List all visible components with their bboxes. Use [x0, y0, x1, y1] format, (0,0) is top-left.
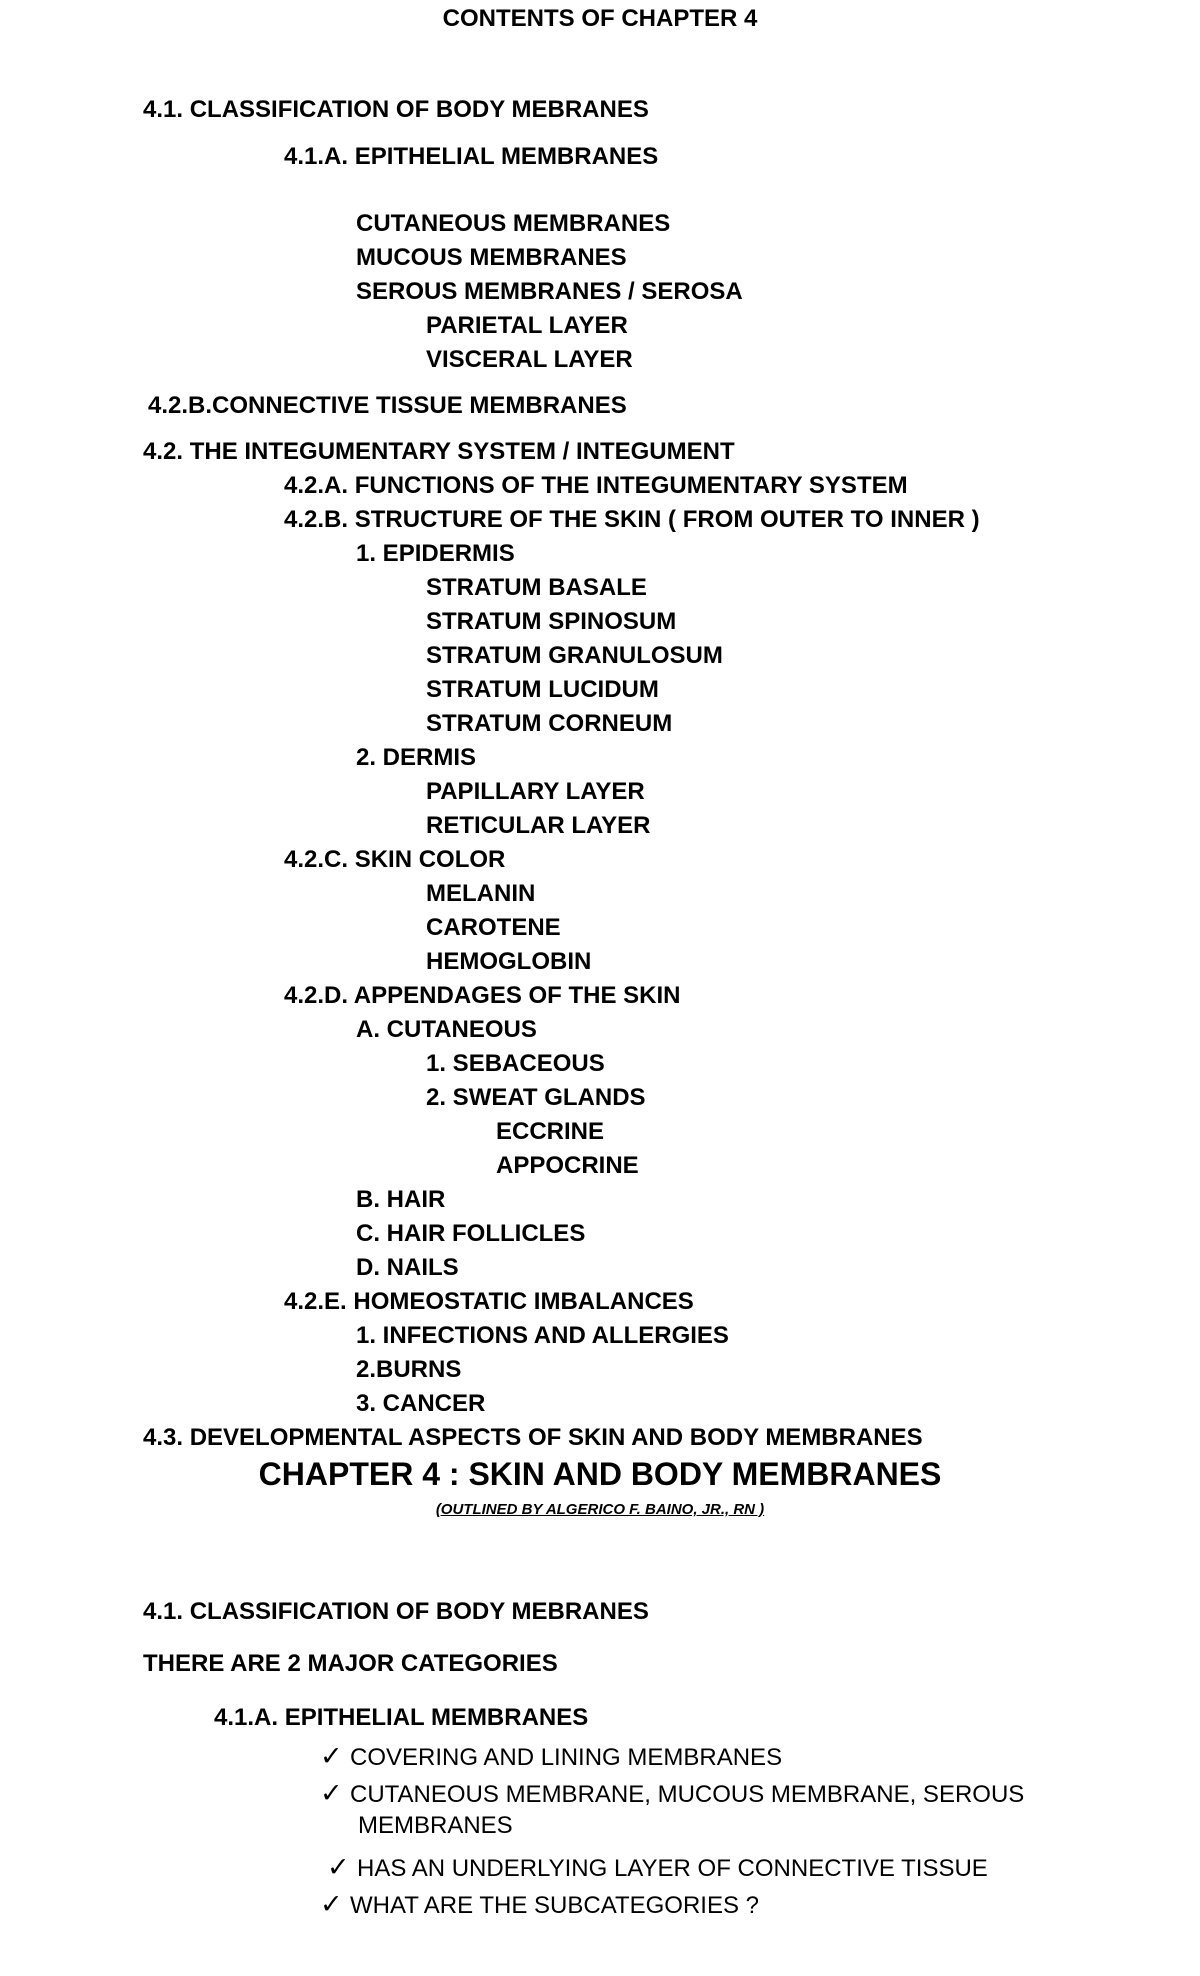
section-heading: 4.1. CLASSIFICATION OF BODY MEBRANES — [143, 1598, 649, 1625]
sub-heading: 4.1.A. EPITHELIAL MEMBRANES — [214, 1704, 589, 1731]
bullet-item — [320, 1778, 1024, 1810]
toc-item: 1. INFECTIONS AND ALLERGIES — [356, 1322, 729, 1349]
check-mark-icon: ✓ — [320, 1778, 343, 1808]
toc-item: 4.2.C. SKIN COLOR — [284, 846, 506, 873]
toc-item: 4.1.A. EPITHELIAL MEMBRANES — [284, 143, 659, 170]
toc-item: B. HAIR — [356, 1186, 446, 1213]
toc-item: RETICULAR LAYER — [426, 812, 651, 839]
bullet-text: CUTANEOUS MEMBRANE, MUCOUS MEMBRANE, SEROUS — [350, 1781, 1025, 1808]
bullet-text: HAS AN UNDERLYING LAYER OF CONNECTIVE TISSUE — [357, 1855, 988, 1882]
toc-item: SEROUS MEMBRANES / SEROSA — [356, 278, 743, 305]
contents-heading: CONTENTS OF CHAPTER 4 — [442, 5, 758, 32]
toc-item: 1. SEBACEOUS — [426, 1050, 605, 1077]
check-mark-icon: ✓ — [320, 1741, 343, 1771]
toc-item: VISCERAL LAYER — [426, 346, 633, 373]
toc-item: HEMOGLOBIN — [426, 948, 592, 975]
toc-item: 3. CANCER — [356, 1390, 486, 1417]
toc-item: STRATUM SPINOSUM — [426, 608, 677, 635]
bullet-item — [327, 1852, 988, 1884]
bullet-item — [320, 1741, 782, 1773]
toc-item: PARIETAL LAYER — [426, 312, 628, 339]
bullet-text-continued: MEMBRANES — [358, 1812, 513, 1839]
toc-item: 2.BURNS — [356, 1356, 462, 1383]
toc-item: STRATUM GRANULOSUM — [426, 642, 723, 669]
toc-item: APPOCRINE — [496, 1152, 639, 1179]
toc-item: 4.2.E. HOMEOSTATIC IMBALANCES — [284, 1288, 694, 1315]
toc-item: 2. SWEAT GLANDS — [426, 1084, 646, 1111]
toc-item: 2. DERMIS — [356, 744, 477, 771]
toc-item: STRATUM CORNEUM — [426, 710, 673, 737]
toc-item: CAROTENE — [426, 914, 561, 941]
toc-item: STRATUM BASALE — [426, 574, 647, 601]
bullet-item — [320, 1889, 759, 1921]
toc-item: 4.2.A. FUNCTIONS OF THE INTEGUMENTARY SYSTEM — [284, 472, 908, 499]
toc-item: STRATUM LUCIDUM — [426, 676, 659, 703]
toc-item: ECCRINE — [496, 1118, 605, 1145]
toc-item: MELANIN — [426, 880, 536, 907]
bullet-text: WHAT ARE THE SUBCATEGORIES ? — [350, 1892, 759, 1919]
toc-item: 4.1. CLASSIFICATION OF BODY MEBRANES — [143, 96, 649, 123]
toc-item: CUTANEOUS MEMBRANES — [356, 210, 671, 237]
toc-item: 4.2. THE INTEGUMENTARY SYSTEM / INTEGUMENT — [143, 438, 735, 465]
toc-item: 4.2.D. APPENDAGES OF THE SKIN — [284, 982, 681, 1009]
toc-item: PAPILLARY LAYER — [426, 778, 645, 805]
toc-item: 1. EPIDERMIS — [356, 540, 515, 567]
toc-item: A. CUTANEOUS — [356, 1016, 537, 1043]
toc-item: 4.2.B.CONNECTIVE TISSUE MEMBRANES — [148, 392, 627, 419]
check-mark-icon: ✓ — [320, 1889, 343, 1919]
toc-item: C. HAIR FOLLICLES — [356, 1220, 586, 1247]
toc-item: MUCOUS MEMBRANES — [356, 244, 627, 271]
bullet-text: COVERING AND LINING MEMBRANES — [350, 1744, 783, 1771]
categories-note: THERE ARE 2 MAJOR CATEGORIES — [143, 1650, 558, 1677]
chapter-title: CHAPTER 4 : SKIN AND BODY MEMBRANES — [258, 1456, 942, 1492]
toc-item: D. NAILS — [356, 1254, 459, 1281]
check-mark-icon: ✓ — [327, 1852, 350, 1882]
chapter-byline: (OUTLINED BY ALGERICO F. BAINO, JR., RN ) — [435, 1501, 765, 1518]
toc-item: 4.3. DEVELOPMENTAL ASPECTS OF SKIN AND BODY MEMBRANES — [143, 1424, 923, 1451]
toc-item: 4.2.B. STRUCTURE OF THE SKIN ( FROM OUTER TO INNER ) — [284, 506, 980, 533]
